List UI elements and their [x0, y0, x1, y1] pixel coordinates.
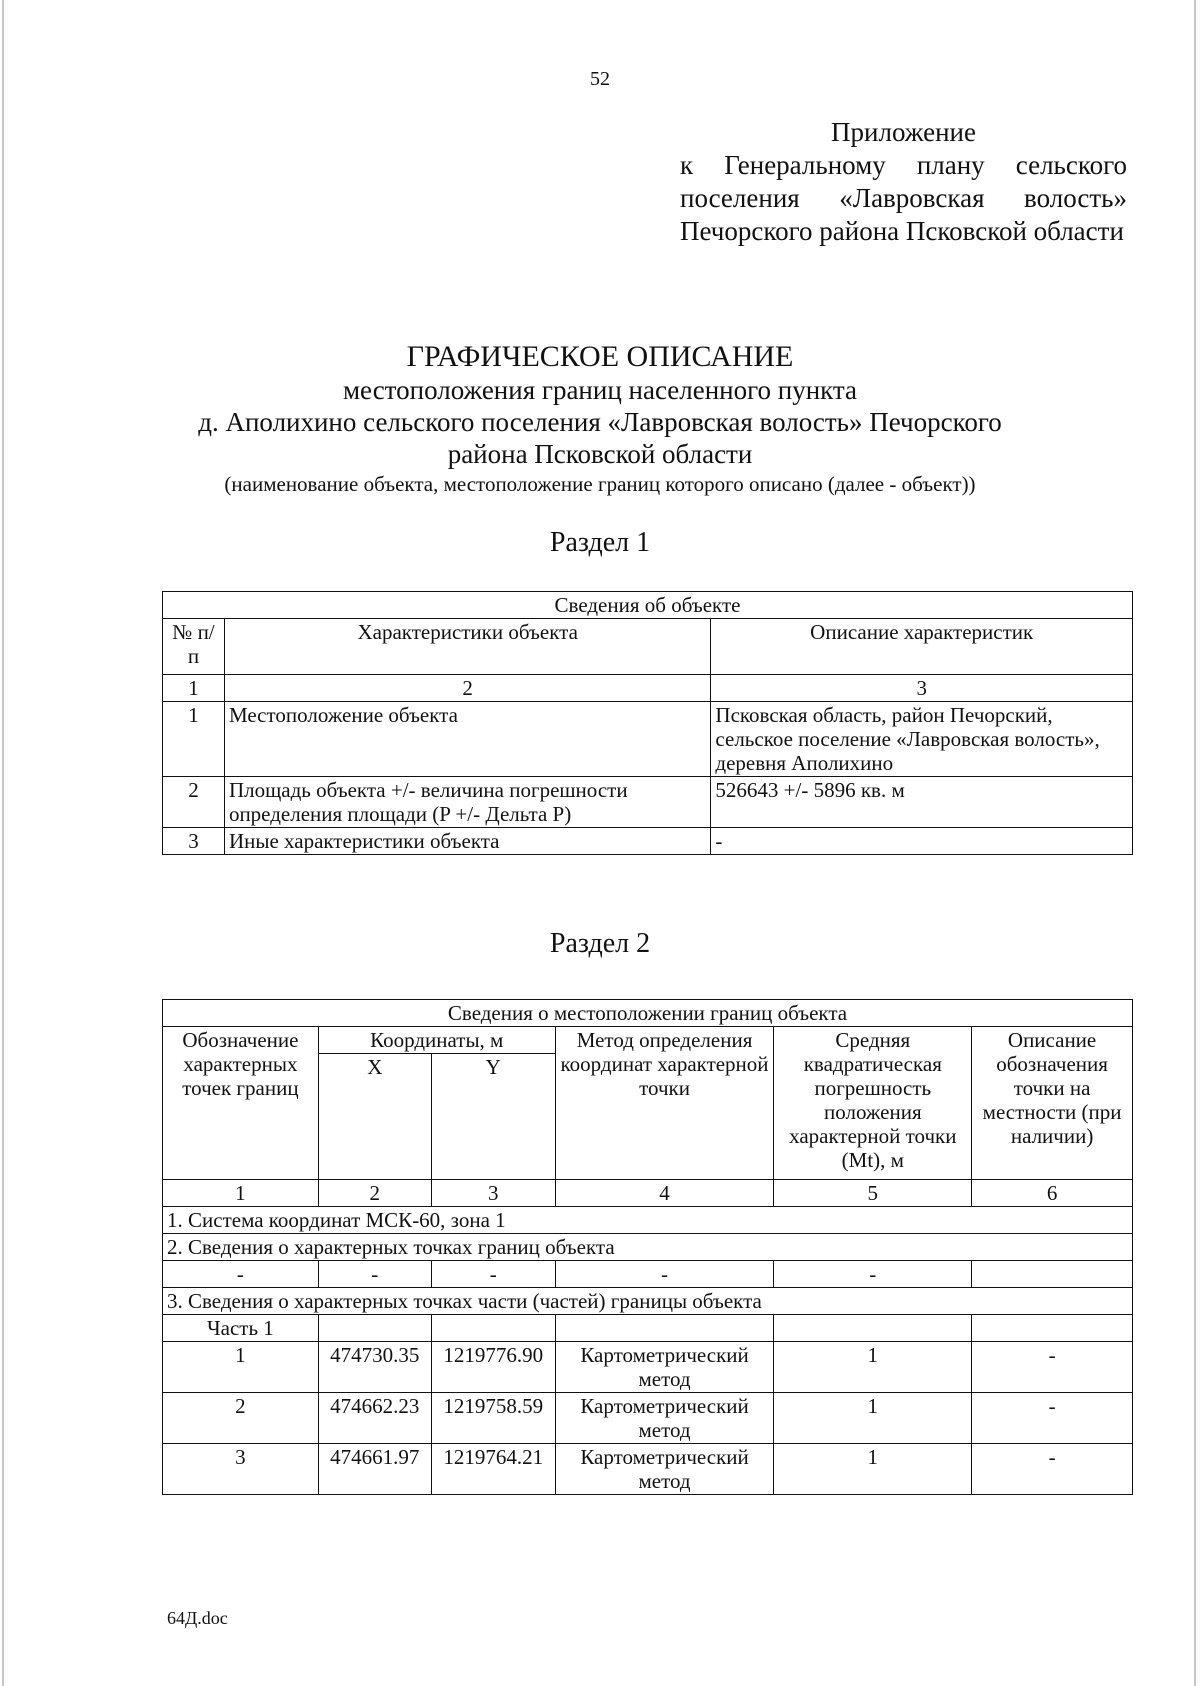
object-info-table	[162, 591, 1133, 855]
table-header-row	[163, 619, 1133, 675]
point-number: 2	[163, 1393, 319, 1444]
column-number: 1	[163, 675, 225, 702]
appendix-text: к Генеральному плану сельского поселения «Лавровская волость» Печорского района Псковской области	[680, 150, 1127, 246]
coordinate-system: 1. Система координат МСК-60, зона 1	[163, 1207, 1133, 1234]
point-number: 3	[163, 1444, 319, 1495]
section-row	[163, 1234, 1133, 1261]
parts-title: 3. Сведения о характерных точках части (частей) границы объекта	[163, 1288, 1133, 1315]
heading-line-4: района Псковской области	[447, 439, 753, 469]
characteristic-name: Площадь объекта +/- величина погрешности определения площади (P +/- Дельта P)	[224, 777, 710, 828]
empty-cell	[774, 1315, 972, 1342]
column-number-row	[163, 1180, 1133, 1207]
column-number: 2	[224, 675, 710, 702]
empty-cell	[972, 1315, 1133, 1342]
header-cell: Характеристики объекта	[224, 619, 710, 675]
appendix-block	[680, 116, 1127, 248]
point-description: -	[972, 1342, 1133, 1393]
column-number: 5	[774, 1180, 972, 1207]
boundary-caption: Сведения о местоположении границ объекта	[163, 1000, 1133, 1027]
characteristic-name: Местоположение объекта	[224, 702, 710, 777]
document-heading	[0, 340, 1200, 498]
table-row	[163, 1342, 1133, 1393]
scan-edge-left	[2, 0, 4, 1686]
table-caption-row	[163, 592, 1133, 619]
boundary-points-table	[162, 999, 1133, 1495]
heading-subtitle: (наименование объекта, местоположение границ которого описано (далее - объект))	[224, 472, 976, 496]
table-header-row	[163, 1027, 1133, 1054]
row-number: 1	[163, 702, 225, 777]
point-description: -	[972, 1444, 1133, 1495]
table-row	[163, 1393, 1133, 1444]
point-x: 474661.97	[318, 1444, 431, 1495]
point-number: 1	[163, 1342, 319, 1393]
row-number: 3	[163, 828, 225, 855]
point-x: 474730.35	[318, 1342, 431, 1393]
column-number: 3	[711, 675, 1133, 702]
appendix-title: Приложение	[831, 117, 976, 147]
section-row	[163, 1207, 1133, 1234]
empty-cell	[318, 1315, 431, 1342]
point-header: Обозначение характерных точек границ	[163, 1027, 319, 1180]
table-row	[163, 777, 1133, 828]
error-header: Средняя квадратическая погрешность положения характерной точки (Mt), м	[774, 1027, 972, 1180]
point-y: 1219776.90	[431, 1342, 555, 1393]
heading-line-3: д. Аполихино сельского поселения «Лавровская волость» Печорского	[198, 407, 1002, 437]
point-error: 1	[774, 1444, 972, 1495]
point-method: Картометрический метод	[555, 1393, 774, 1444]
x-header: X	[318, 1054, 431, 1180]
column-number: 6	[972, 1180, 1133, 1207]
point-error: 1	[774, 1342, 972, 1393]
empty-cell	[431, 1315, 555, 1342]
section-1-title: Раздел 1	[549, 527, 651, 558]
empty-cell: -	[431, 1261, 555, 1288]
characteristic-value: Псковская область, район Печорский, сельское поселение «Лавровская волость», деревня Аполихино	[711, 702, 1133, 777]
object-info-caption: Сведения об объекте	[163, 592, 1133, 619]
empty-cell	[555, 1315, 774, 1342]
column-number: 2	[318, 1180, 431, 1207]
column-number: 4	[555, 1180, 774, 1207]
y-header: Y	[431, 1054, 555, 1180]
point-y: 1219764.21	[431, 1444, 555, 1495]
table-row	[163, 1444, 1133, 1495]
characteristic-value: 526643 +/- 5896 кв. м	[711, 777, 1133, 828]
table-row	[163, 702, 1133, 777]
empty-cell: -	[555, 1261, 774, 1288]
part-row	[163, 1315, 1133, 1342]
scan-edge-right	[1194, 0, 1196, 1686]
empty-cell: -	[774, 1261, 972, 1288]
empty-cell	[972, 1261, 1133, 1288]
point-error: 1	[774, 1393, 972, 1444]
coordinates-header: Координаты, м	[318, 1027, 555, 1054]
document-title: ГРАФИЧЕСКОЕ ОПИСАНИЕ	[406, 340, 794, 373]
point-y: 1219758.59	[431, 1393, 555, 1444]
point-x: 474662.23	[318, 1393, 431, 1444]
footer-filename: 64Д.doc	[167, 1608, 228, 1628]
points-title: 2. Сведения о характерных точках границ объекта	[163, 1234, 1133, 1261]
empty-cell: -	[318, 1261, 431, 1288]
heading-line-2: местоположения границ населенного пункта	[342, 375, 858, 405]
column-number: 3	[431, 1180, 555, 1207]
header-cell: Описание характеристик	[711, 619, 1133, 675]
page-number: 52	[590, 68, 610, 90]
section-row	[163, 1288, 1133, 1315]
point-method: Картометрический метод	[555, 1444, 774, 1495]
characteristic-value: -	[711, 828, 1133, 855]
column-number-row	[163, 675, 1133, 702]
table-row	[163, 1261, 1133, 1288]
table-caption-row	[163, 1000, 1133, 1027]
characteristic-name: Иные характеристики объекта	[224, 828, 710, 855]
table-row	[163, 828, 1133, 855]
header-cell: № п/п	[163, 619, 225, 675]
empty-cell: -	[163, 1261, 319, 1288]
point-description: -	[972, 1393, 1133, 1444]
part-label: Часть 1	[163, 1315, 319, 1342]
column-number: 1	[163, 1180, 319, 1207]
row-number: 2	[163, 777, 225, 828]
point-method: Картометрический метод	[555, 1342, 774, 1393]
method-header: Метод определения координат характерной точки	[555, 1027, 774, 1180]
description-header: Описание обозначения точки на местности (при наличии)	[972, 1027, 1133, 1180]
section-2-title: Раздел 2	[549, 928, 651, 959]
